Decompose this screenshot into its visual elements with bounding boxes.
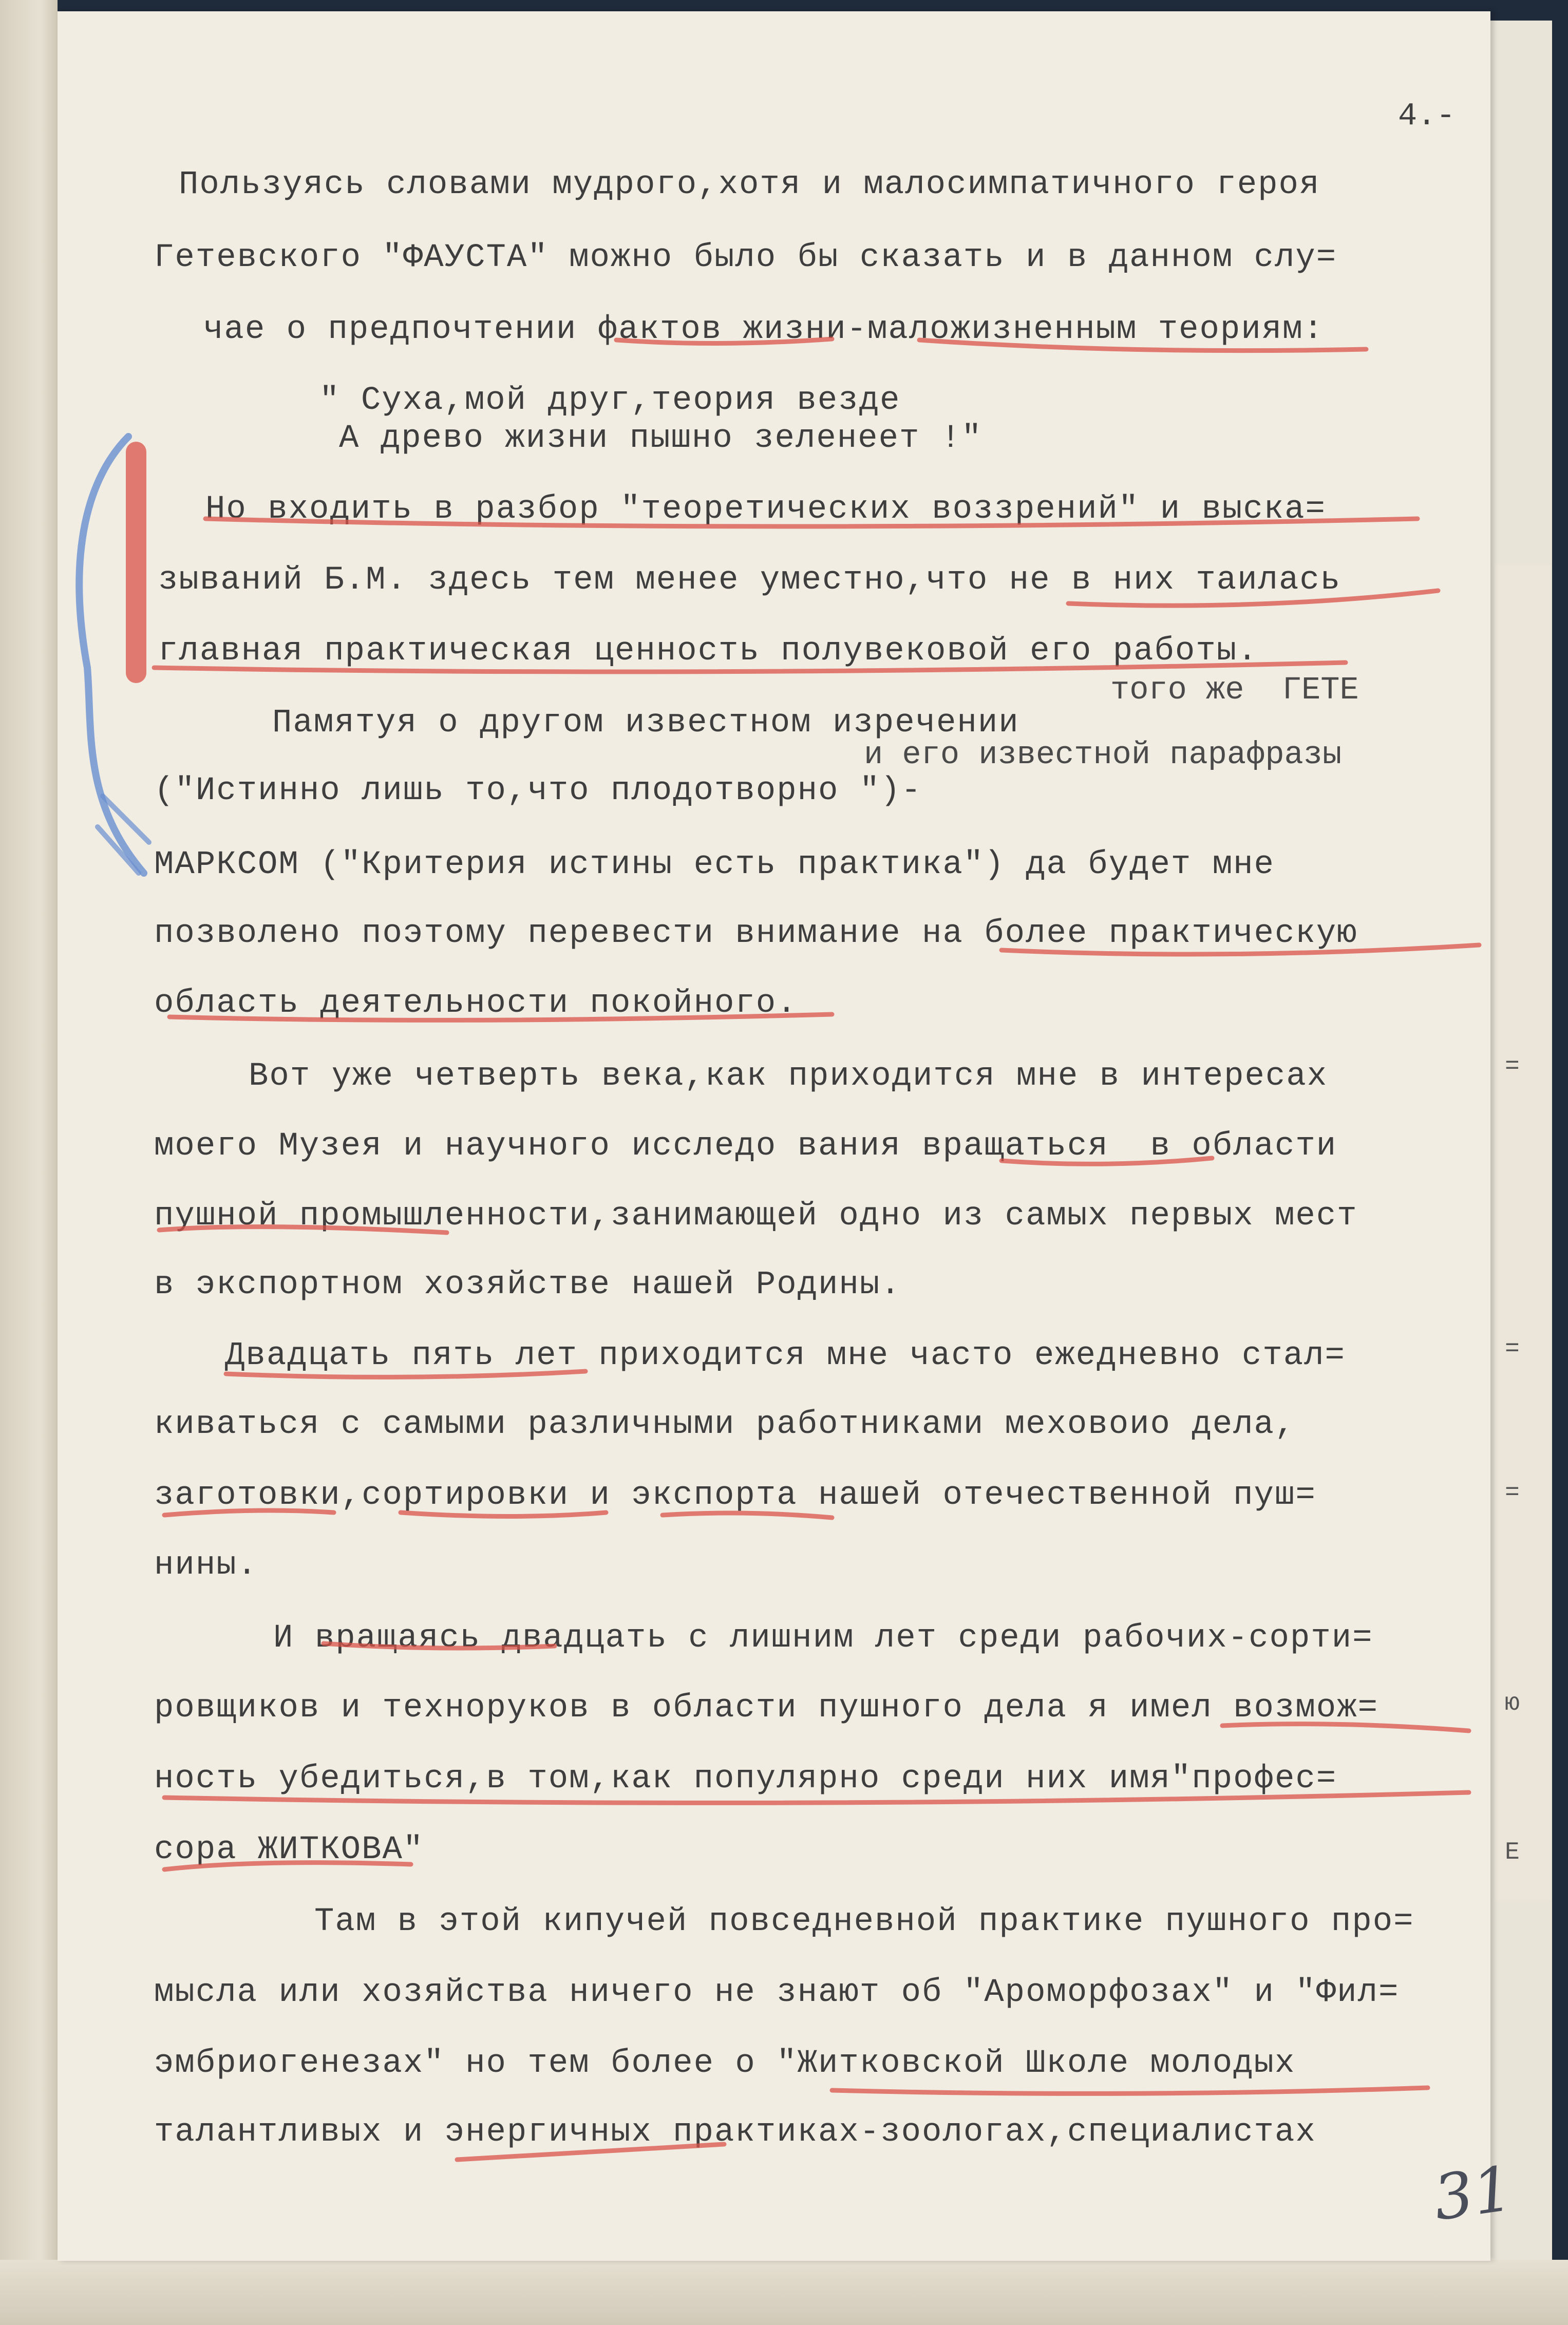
text-line: пушной промышленности,занимающей одно из самых первых мест — [154, 1198, 1358, 1235]
red-underline — [832, 2088, 1428, 2093]
text-line: Двадцать пять лет приходится мне часто ежедневно стал= — [225, 1337, 1346, 1374]
text-line: заготовки,сортировки и экспорта нашей отечественной пуш= — [154, 1477, 1316, 1514]
text-line: ность убедиться,в том,как популярно среди них имя"профес= — [154, 1761, 1337, 1798]
red-underline — [164, 1510, 334, 1515]
margin-mark: Е — [1505, 1839, 1520, 1866]
text-line: киваться с самыми различными работниками меховоио дела, — [154, 1406, 1296, 1443]
text-line: Вот уже четверть века,как приходится мне в интересах — [249, 1058, 1328, 1095]
text-line: нины. — [154, 1547, 258, 1584]
text-line: Там в этой кипучей повседневной практике пушного про= — [314, 1903, 1414, 1940]
insert-below: и его известной парафразы — [864, 736, 1342, 773]
red-underline — [159, 1227, 447, 1233]
red-underline — [1002, 945, 1479, 954]
page-number: 4.- — [1398, 98, 1456, 134]
red-underline — [919, 340, 1366, 351]
red-underline — [169, 1014, 832, 1020]
text-line: сора ЖИТКОВА" — [154, 1831, 424, 1868]
text-line: Пользуясь словами мудрого,хотя и малосимпатичного героя — [179, 166, 1320, 203]
text-line: " Суха,мой друг,теория везде — [319, 382, 901, 419]
red-underline — [226, 1371, 585, 1377]
text-line: моего Музея и научного исследо вания вращаться в области — [154, 1128, 1337, 1165]
red-underline — [663, 1513, 832, 1518]
margin-mark: ю — [1505, 1690, 1520, 1717]
insert-above: того же ГЕТЕ — [1110, 672, 1359, 708]
red-underline — [616, 339, 832, 344]
red-underline — [457, 2144, 724, 2160]
folio-number: 31 — [1429, 2153, 1517, 2235]
text-line: чае о предпочтении фактов жизни-маложизненным теориям: — [203, 311, 1324, 348]
red-underline — [1002, 1158, 1212, 1164]
text-line: в экспортном хозяйстве нашей Родины. — [154, 1267, 901, 1303]
red-underline — [401, 1513, 606, 1517]
text-line: область деятельности покойного. — [154, 985, 798, 1022]
margin-mark: = — [1505, 1335, 1520, 1363]
text-line: Гетевского "ФАУСТА" можно было бы сказать и в данном слу= — [154, 239, 1337, 276]
red-underline — [1068, 591, 1438, 606]
text-line: зываний Б.М. здесь тем менее уместно,что не в них таилась — [158, 562, 1342, 599]
text-line: талантливых и энергичных практиках-зоологах,специалистах — [154, 2114, 1316, 2151]
margin-mark: = — [1505, 1053, 1520, 1081]
red-underline — [164, 1863, 411, 1869]
text-line: МАРКСОМ ("Критерия истины есть практика") да будет мне — [154, 846, 1275, 883]
red-underline — [205, 519, 1418, 526]
text-line: мысла или хозяйства ничего не знают об "Ароморфозах" и "Фил= — [154, 1974, 1400, 2011]
red-underline — [324, 1643, 555, 1648]
margin-mark: = — [1505, 1479, 1520, 1507]
text-line: ровщиков и техноруков в области пушного дела я имел возмож= — [154, 1690, 1378, 1727]
text-line: главная практическая ценность полувековой его работы. — [158, 633, 1258, 670]
text-line: эмбриогенезах" но тем более о "Житковской Школе молодых — [154, 2045, 1296, 2082]
red-underline — [154, 663, 1346, 672]
red-underline — [164, 1792, 1469, 1803]
text-line: ("Истинно лишь то,что плодотворно ")- — [154, 772, 922, 809]
text-line: Но входить в разбор "теоретических воззрений" и выска= — [205, 491, 1326, 528]
text-line: позволено поэтому перевести внимание на более практическую — [154, 915, 1358, 952]
red-underline — [1222, 1724, 1469, 1731]
text-line: А древо жизни пышно зеленеет !" — [339, 420, 983, 457]
text-line: И вращаясь двадцать с лишним лет среди рабочих-сорти= — [273, 1620, 1373, 1657]
text-line: Памятуя о другом известном изречении — [272, 705, 1019, 742]
